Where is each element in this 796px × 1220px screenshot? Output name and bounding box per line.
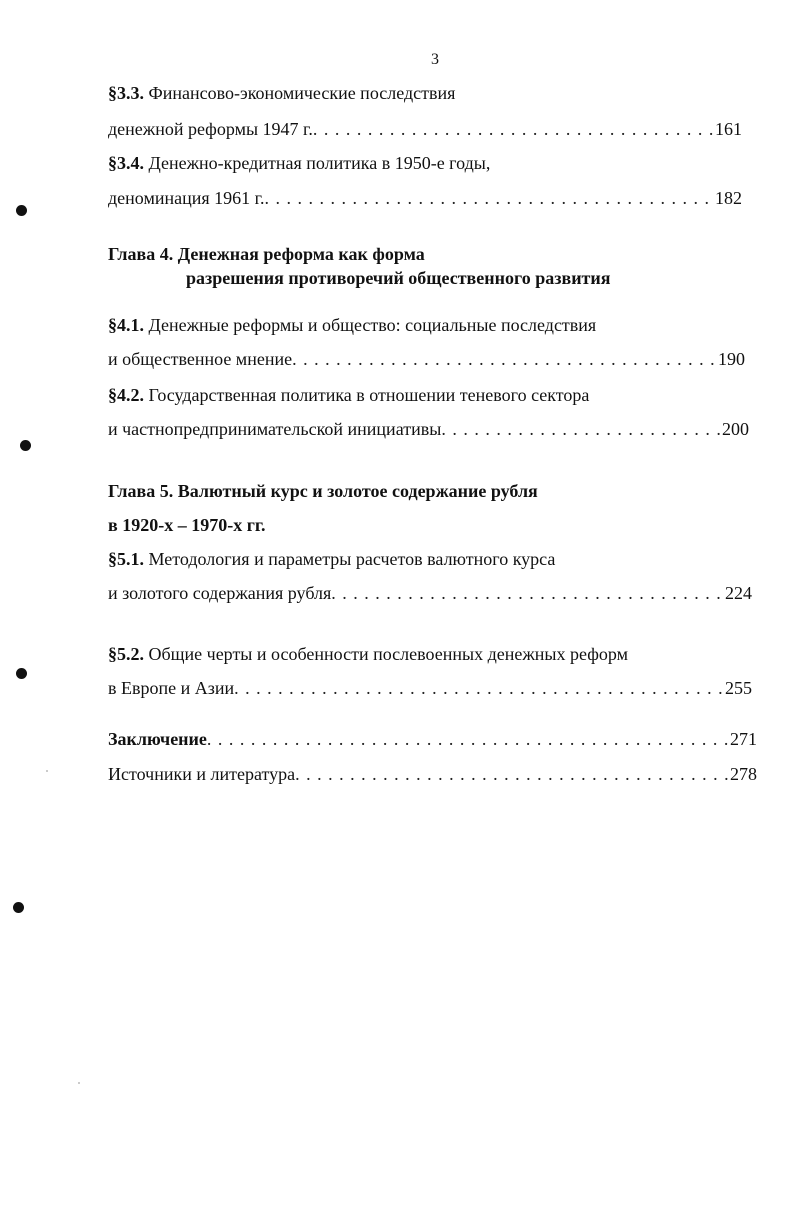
dot-leader [207,728,730,750]
section-number: §5.1. [108,549,144,569]
dot-leader [264,187,715,209]
page-ref: 255 [725,678,752,698]
section-title-continued: и золотого содержания рубля [108,583,332,603]
toc-entry-5-2-title [108,643,628,665]
binding-hole-mark [13,902,24,913]
section-title: Финансово-экономические последствия [144,83,456,103]
dot-leader [441,418,722,440]
toc-entry-4-1-title [108,314,596,336]
scan-speck [78,1082,80,1084]
section-title: Методология и параметры расчетов валютного курса [144,549,556,569]
conclusion-label: Заключение [108,729,207,749]
chapter-4-subtitle: разрешения противоречий общественного развития [186,268,611,288]
chapter-5-title: Глава 5. Валютный курс и золотое содержание рубля [108,481,538,501]
section-number: §4.2. [108,385,144,405]
dot-leader [331,582,725,604]
section-title-continued: и частнопредпринимательской инициативы [108,419,442,439]
section-title: Денежно-кредитная политика в 1950-е годы, [144,153,491,173]
page-number: 3 [431,51,439,68]
page-ref: 224 [725,583,752,603]
binding-hole-mark [16,668,27,679]
page-ref: 182 [715,188,742,208]
section-title-continued: в Европе и Азии [108,678,235,698]
section-title-continued: и общественное мнение [108,349,293,369]
page-ref: 161 [715,119,742,139]
toc-entry-5-1-title [108,548,555,570]
toc-entry-4-1-leader [108,348,745,370]
section-title-continued: деноминация 1961 г. [108,188,265,208]
toc-entry-3-4-leader [108,187,742,209]
page-ref: 271 [730,729,757,749]
page-ref: 190 [718,349,745,369]
toc-entry-sources [108,763,757,785]
binding-hole-mark [20,440,31,451]
scan-speck [46,770,48,772]
section-title: Денежные реформы и общество: социальные последствия [144,315,597,335]
toc-entry-conclusion [108,728,757,750]
dot-leader [234,677,725,699]
toc-entry-3-3-title [108,82,455,104]
sources-label: Источники и литература [108,764,296,784]
section-title: Государственная политика в отношении теневого сектора [144,385,590,405]
section-number: §5.2. [108,644,144,664]
dot-leader [292,348,718,370]
page-ref: 278 [730,764,757,784]
toc-entry-5-2-leader [108,677,752,699]
page-ref: 200 [722,419,749,439]
chapter-4-title: Глава 4. Денежная реформа как форма [108,244,425,264]
toc-entry-5-1-leader [108,582,752,604]
section-title-continued: денежной реформы 1947 г. [108,119,313,139]
section-number: §4.1. [108,315,144,335]
toc-entry-3-3-leader [108,118,742,140]
section-title: Общие черты и особенности послевоенных денежных реформ [144,644,628,664]
toc-entry-4-2-title [108,384,589,406]
dot-leader [313,118,715,140]
toc-entry-4-2-leader [108,418,749,440]
dot-leader [295,763,730,785]
section-number: §3.3. [108,83,144,103]
binding-hole-mark [16,205,27,216]
toc-entry-3-4-title [108,152,490,174]
section-number: §3.4. [108,153,144,173]
chapter-5-subtitle: в 1920-х – 1970-х гг. [108,515,266,535]
